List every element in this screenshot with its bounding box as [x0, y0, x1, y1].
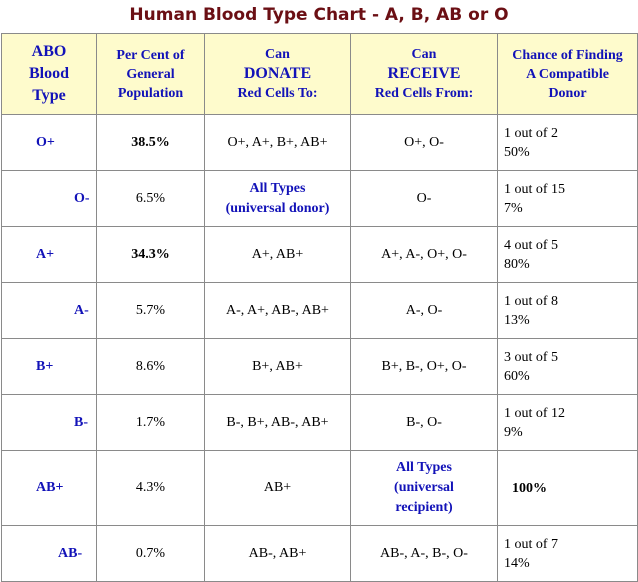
header-line: Type	[32, 87, 66, 104]
chance-cell	[498, 115, 638, 171]
page-title: Human Blood Type Chart - A, B, AB or O	[129, 5, 509, 25]
blood-type-cell: B+	[2, 339, 97, 395]
percent-cell: 34.3%	[97, 227, 205, 283]
percent-cell: 6.5%	[97, 171, 205, 227]
donate-cell	[205, 339, 351, 395]
chance-cell	[498, 283, 638, 339]
header-line: Can	[411, 47, 437, 62]
table-row	[2, 283, 638, 339]
chance-text: 1 out of 7	[504, 536, 559, 552]
donate-cell	[205, 171, 351, 227]
table-row	[2, 451, 638, 526]
chance-text: 1 out of 8	[504, 293, 559, 309]
donate-text: AB-, AB+	[248, 545, 307, 561]
donate-text: (universal donor)	[225, 200, 330, 216]
header-can-receive	[351, 34, 498, 115]
header-row	[2, 34, 638, 115]
donate-text: AB+	[263, 480, 292, 495]
donate-text: A-, A+, AB-, AB+	[226, 302, 329, 318]
receive-cell	[351, 227, 498, 283]
donate-cell	[205, 115, 351, 171]
table-row	[2, 227, 638, 283]
chance-cell	[498, 227, 638, 283]
chance-percent: 60%	[504, 368, 530, 384]
table-row	[2, 171, 638, 227]
blood-type-cell: AB-	[2, 526, 97, 582]
donate-cell	[205, 451, 351, 526]
blood-type-cell: O+	[2, 115, 97, 171]
header-line: Red Cells To:	[237, 86, 318, 101]
chance-percent: 14%	[504, 555, 530, 571]
percent-cell: 0.7%	[97, 526, 205, 582]
chance-percent: 13%	[504, 312, 530, 328]
blood-type-cell: AB+	[2, 451, 97, 526]
receive-text: A+, A-, O+, O-	[381, 246, 467, 262]
donate-text: B-, B+, AB-, AB+	[226, 414, 329, 430]
header-abo-blood-type	[2, 34, 97, 115]
receive-cell	[351, 283, 498, 339]
receive-text: recipient)	[395, 500, 453, 515]
receive-text: AB-, A-, B-, O-	[380, 545, 468, 561]
header-line: General	[126, 66, 175, 82]
donate-text: All Types	[249, 180, 306, 196]
table-row	[2, 395, 638, 451]
percent-cell: 8.6%	[97, 339, 205, 395]
chance-text: 1 out of 2	[504, 125, 559, 141]
receive-cell	[351, 339, 498, 395]
blood-type-cell: B-	[2, 395, 97, 451]
table-row	[2, 115, 638, 171]
header-line: DONATE	[243, 65, 312, 82]
chance-percent: 9%	[504, 424, 523, 440]
receive-text: O-	[416, 190, 432, 206]
chance-cell	[498, 339, 638, 395]
header-line: Per Cent of	[116, 47, 185, 63]
donate-text: B+, AB+	[252, 358, 303, 374]
header-chance-compatible-donor	[498, 34, 638, 115]
blood-type-table	[1, 33, 638, 582]
receive-text: All Types	[396, 460, 452, 475]
blood-type-cell: O-	[2, 171, 97, 227]
chance-text: 3 out of 5	[504, 349, 559, 365]
chance-text: 100%	[512, 480, 547, 496]
chance-cell	[498, 395, 638, 451]
receive-text: B+, B-, O+, O-	[381, 358, 467, 374]
chance-cell	[498, 451, 638, 526]
percent-cell: 1.7%	[97, 395, 205, 451]
header-percent-population	[97, 34, 205, 115]
receive-text: A-, O-	[405, 302, 443, 318]
chance-text: 1 out of 15	[504, 181, 566, 197]
header-line: Donor	[548, 85, 587, 101]
donate-cell	[205, 283, 351, 339]
receive-cell	[351, 395, 498, 451]
chance-text: 1 out of 12	[504, 405, 566, 421]
donate-text: O+, A+, B+, AB+	[227, 134, 328, 150]
blood-type-cell: A+	[2, 227, 97, 283]
chance-percent: 7%	[504, 200, 523, 216]
donate-cell	[205, 526, 351, 582]
percent-cell: 4.3%	[97, 451, 205, 526]
header-line: Chance of Finding	[512, 47, 623, 63]
receive-text: O+, O-	[404, 134, 444, 150]
chance-cell	[498, 171, 638, 227]
header-line: A Compatible	[526, 66, 609, 82]
table-row	[2, 526, 638, 582]
chance-text: 4 out of 5	[504, 237, 559, 253]
receive-cell	[351, 451, 498, 526]
receive-text: B-, O-	[406, 414, 442, 430]
header-line: Blood	[28, 65, 69, 82]
receive-cell	[351, 115, 498, 171]
header-line: Red Cells From:	[374, 86, 474, 101]
table-row	[2, 339, 638, 395]
header-line: Population	[117, 85, 184, 101]
blood-type-cell: A-	[2, 283, 97, 339]
header-can-donate	[205, 34, 351, 115]
percent-cell: 38.5%	[97, 115, 205, 171]
receive-cell	[351, 171, 498, 227]
donate-text: A+, AB+	[251, 246, 304, 262]
donate-cell	[205, 227, 351, 283]
chance-cell	[498, 526, 638, 582]
header-line: ABO	[31, 43, 67, 60]
chance-percent: 50%	[504, 144, 530, 160]
percent-cell: 5.7%	[97, 283, 205, 339]
header-line: RECEIVE	[387, 65, 461, 82]
donate-cell	[205, 395, 351, 451]
chance-percent: 80%	[504, 256, 530, 272]
receive-text: (universal	[394, 480, 454, 495]
header-line: Can	[265, 47, 290, 62]
receive-cell	[351, 526, 498, 582]
